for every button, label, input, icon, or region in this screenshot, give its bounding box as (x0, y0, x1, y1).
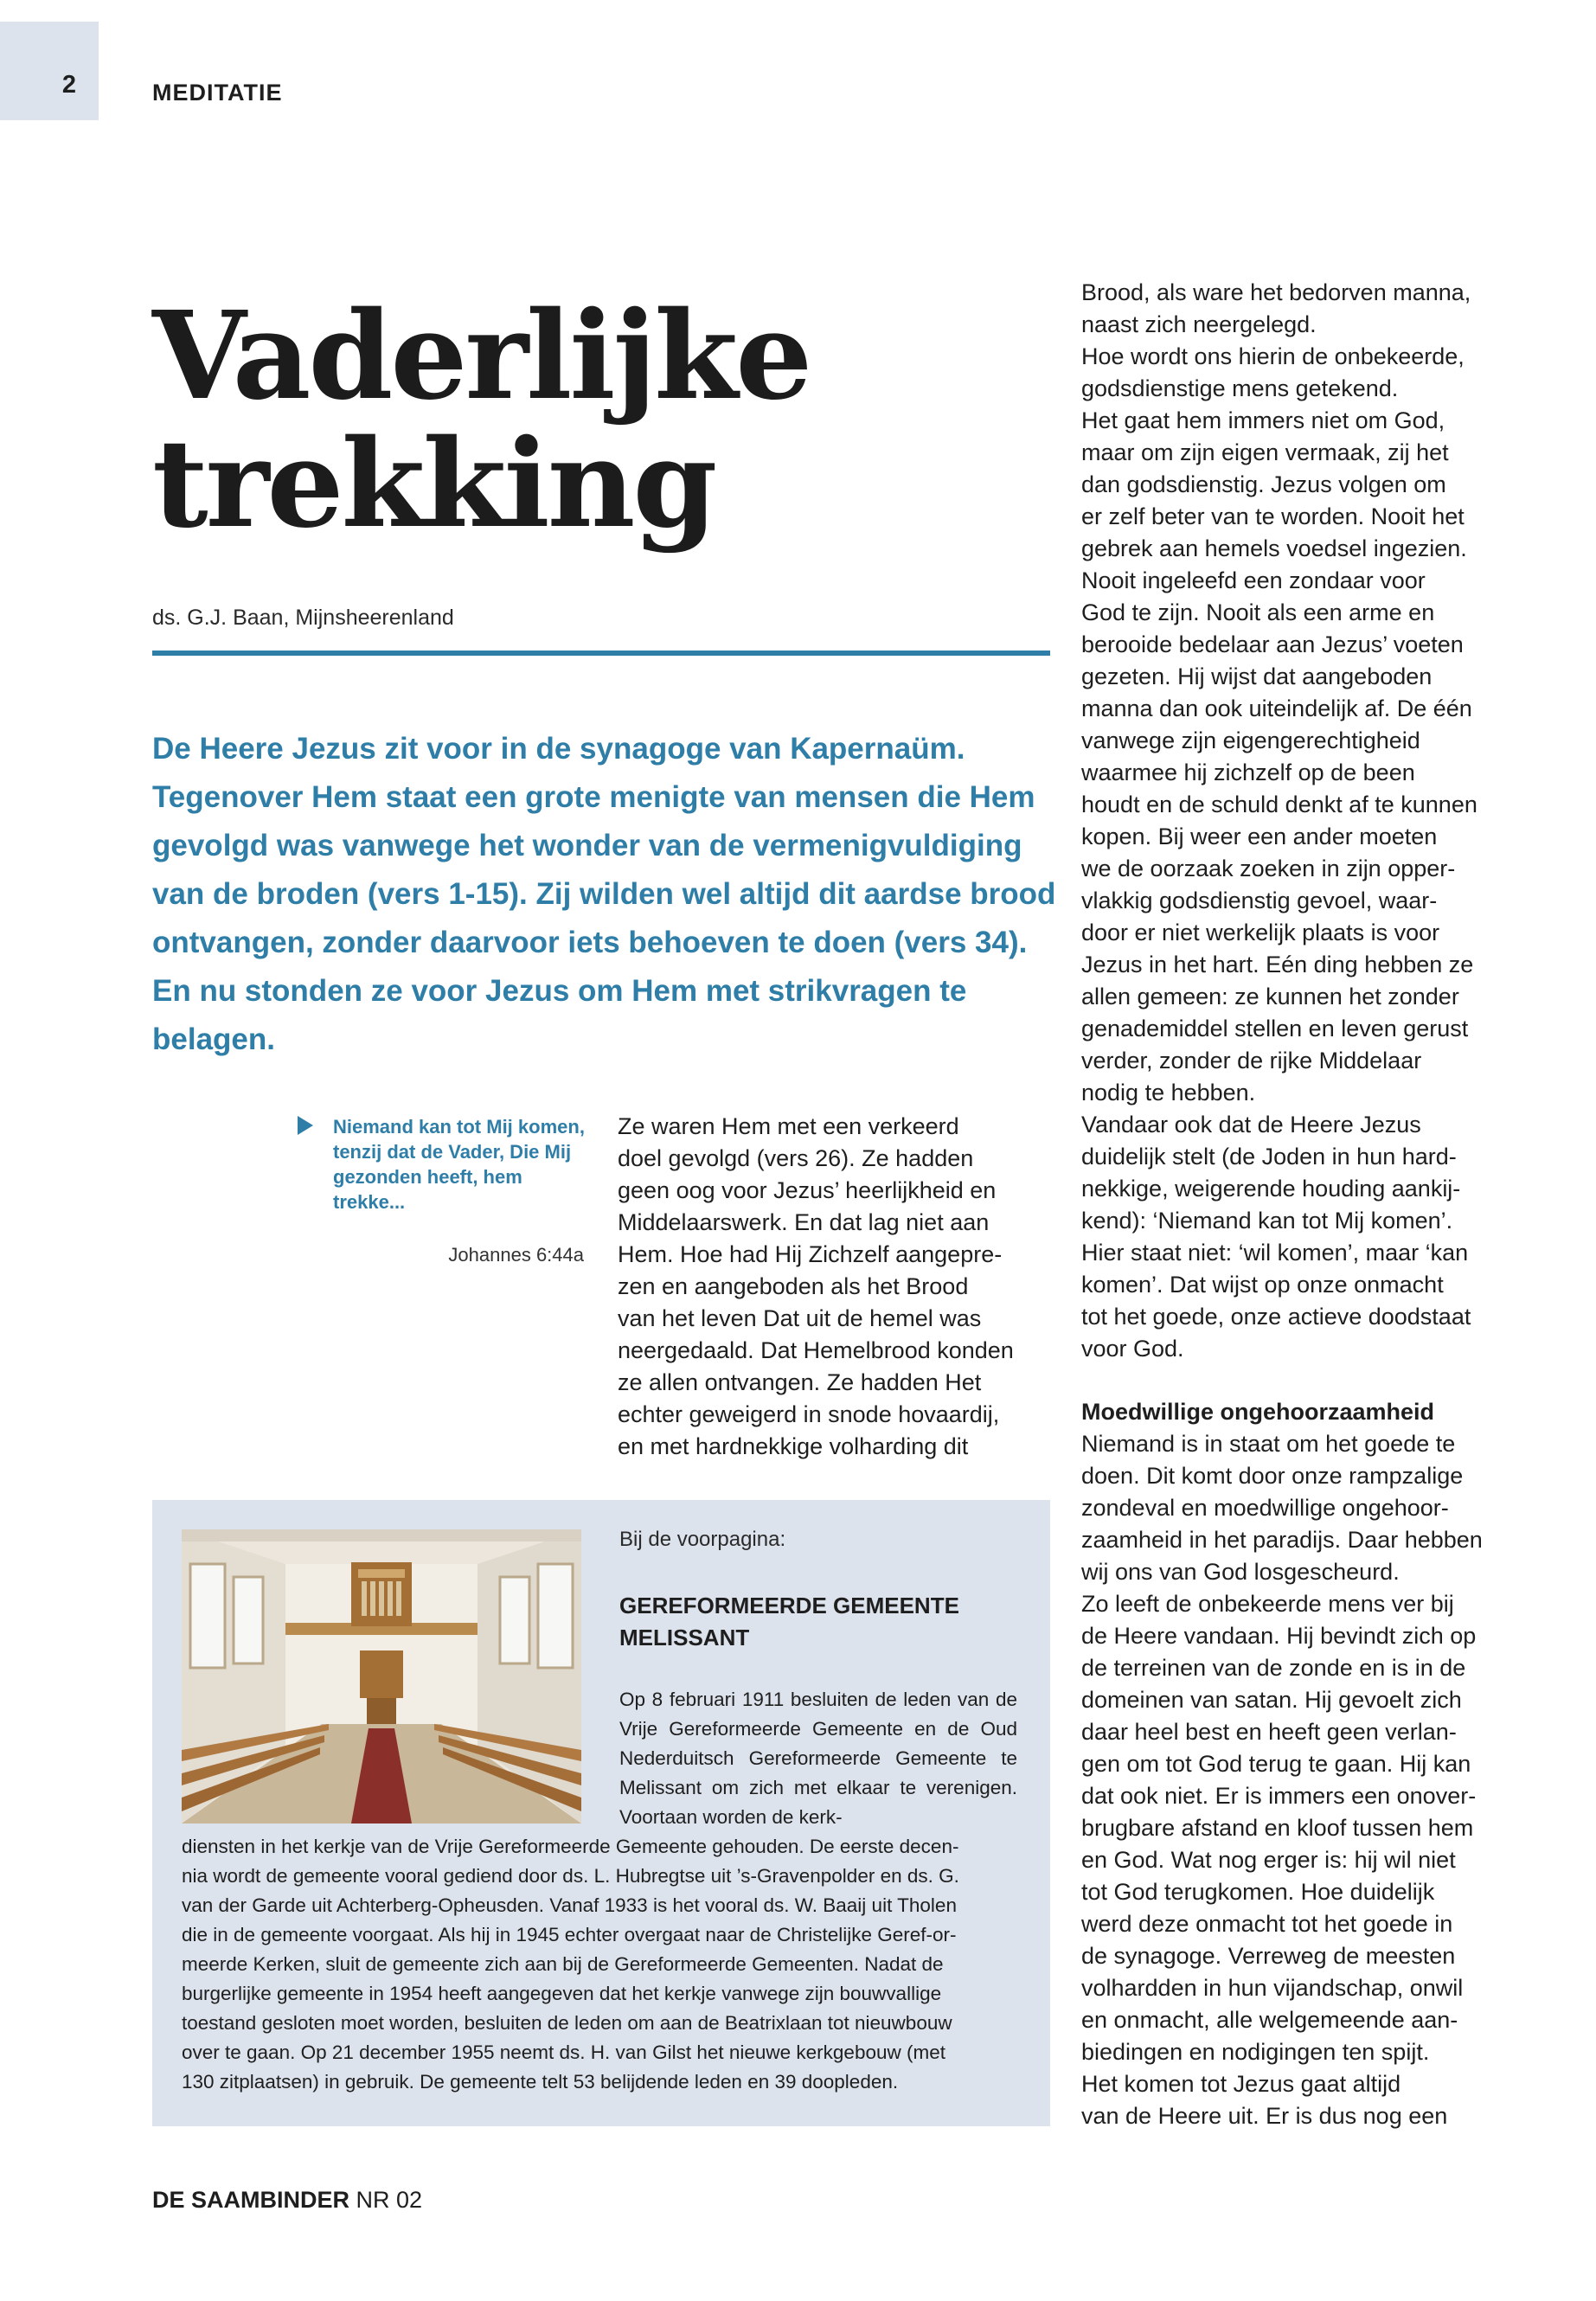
body-line: Brood, als ware het bedorven manna, (1081, 279, 1471, 305)
body-line: Het gaat hem immers niet om God, (1081, 407, 1445, 433)
sidebar-title: GEREFORMEERDE GEMEENTE MELISSANT (619, 1593, 959, 1650)
body-line: tot het goede, onze actieve doodstaat (1081, 1304, 1471, 1330)
title-line-1: Vaderlijke (152, 285, 811, 427)
body-line: duidelijk stelt (de Joden in hun hard- (1081, 1144, 1457, 1170)
body-column-right-continued (1081, 1396, 1522, 2132)
body-line: waarmee hij zichzelf op de been (1081, 760, 1415, 785)
body-line: en God. Wat nog erger is: hij wil niet (1081, 1847, 1456, 1873)
body-line: naast zich neergelegd. (1081, 311, 1317, 337)
subheading: Moedwillige ongehoorzaamheid (1081, 1399, 1435, 1425)
body-line: berooide bedelaar aan Jezus’ voeten (1081, 631, 1464, 657)
body-line: dat ook niet. Er is immers een onover- (1081, 1783, 1477, 1809)
body-line: vanwege zijn eigengerechtigheid (1081, 727, 1420, 753)
lead-paragraph: De Heere Jezus zit voor in de synagoge van Kapernaüm. Tegenover Hem staat een grote menigte van mensen die Hem gevolgd was vanwege het wonder van de vermenigvuldiging van de broden (vers 1-15). Zij wilden wel altijd dit aardse brood ontvangen, zonder daarvoor iets behoeven te doen (vers 34). En nu stonden ze voor Jezus om Hem met strikvragen te belagen. (152, 732, 1056, 1056)
body-line: Hem. Hoe had Hij Zichzelf aangepre- (618, 1241, 1003, 1267)
body-line: Hier staat niet: ‘wil komen’, maar ‘kan (1081, 1240, 1469, 1266)
body-line: brugbare afstand en kloof tussen hem (1081, 1815, 1474, 1841)
body-line: en onmacht, alle welgemeende aan- (1081, 2007, 1458, 2033)
body-line: doel gevolgd (vers 26). Ze hadden (618, 1145, 974, 1171)
body-line: volhardden in hun vijandschap, onwil (1081, 1975, 1464, 2001)
quote-reference: Johannes 6:44a (448, 1244, 584, 1266)
sidebar-line: toestand gesloten moet worden, besluiten de leden om aan de Beatrixlaan tot nieuwbouw (182, 2012, 952, 2034)
body-line: echter geweigerd in snode hovaardij, (618, 1401, 1000, 1427)
body-line: en met hardnekkige volharding dit (618, 1433, 969, 1459)
sidebar-line: 130 zitplaatsen) in gebruik. De gemeente telt 53 belijdende leden en 39 doopleden. (182, 2071, 899, 2093)
body-line: tot God terugkomen. Hoe duidelijk (1081, 1879, 1435, 1905)
footer-issue: NR 02 (356, 2187, 423, 2213)
body-line: nodig te hebben. (1081, 1080, 1256, 1106)
body-line: door er niet werkelijk plaats is voor (1081, 920, 1440, 945)
body-line: geen oog voor Jezus’ heerlijkheid en (618, 1177, 997, 1203)
body-line: werd deze onmacht tot het goede in (1081, 1911, 1453, 1937)
body-line: van de Heere uit. Er is dus nog een (1081, 2103, 1448, 2129)
body-line: zen en aangeboden als het Brood (618, 1273, 969, 1299)
body-line: maar om zijn eigen vermaak, zij het (1081, 439, 1449, 465)
pull-quote: Niemand kan tot Mij komen, tenzij dat de Vader, Die Mij gezonden heeft, hem trekke... (333, 1116, 585, 1213)
sidebar-line: over te gaan. Op 21 december 1955 neemt ds. H. van Gilst het nieuwe kerkgebouw (met (182, 2041, 945, 2063)
body-line: zaamheid in het paradijs. Daar hebben (1081, 1527, 1483, 1553)
body-line: domeinen van satan. Hij gevoelt zich (1081, 1687, 1462, 1713)
body-line: Ze waren Hem met een verkeerd (618, 1113, 959, 1139)
section-label: MEDITATIE (152, 80, 283, 106)
body-column-right (1081, 277, 1522, 1365)
body-line: we de oorzaak zoeken in zijn opper- (1081, 856, 1456, 881)
body-line: voor God. (1081, 1336, 1184, 1362)
body-line: de terreinen van de zonde en is in de (1081, 1655, 1466, 1681)
sidebar-pretitle: Bij de voorpagina: (619, 1528, 786, 1551)
body-line: Hoe wordt ons hierin de onbekeerde, (1081, 343, 1465, 369)
body-line: gen om tot God terug te gaan. Hij kan (1081, 1751, 1471, 1777)
body-line: wij ons van God losgescheurd. (1081, 1559, 1400, 1585)
body-line: biedingen en nodigingen ten spijt. (1081, 2039, 1430, 2065)
article-title (152, 285, 1061, 555)
body-line: manna dan ook uiteindelijk af. De één (1081, 695, 1472, 721)
body-line: houdt en de schuld denkt af te kunnen (1081, 792, 1477, 817)
body-line: gebrek aan hemels voedsel ingezien. (1081, 535, 1467, 561)
body-line: doen. Dit komt door onze rampzalige (1081, 1463, 1464, 1489)
body-line: godsdienstige mens getekend. (1081, 375, 1399, 401)
body-column-middle (618, 1111, 1059, 1463)
body-line: Nooit ingeleefd een zondaar voor (1081, 567, 1426, 593)
body-line: Jezus in het hart. Eén ding hebben ze (1081, 952, 1474, 977)
body-line: de Heere vandaan. Hij bevindt zich op (1081, 1623, 1477, 1649)
footer (152, 2187, 422, 2214)
sidebar-body-intro: Op 8 februari 1911 besluiten de leden van de Vrije Gereformeerde Gemeente en de Oud Nederduitsch Gereformeerde Gemeente te Melissant om zich met elkaar te verenigen. Voortaan worden de kerk- (619, 1689, 1017, 1828)
author-byline: ds. G.J. Baan, Mijnsheerenland (152, 606, 454, 630)
sidebar-line: nia wordt de gemeente vooral gediend door ds. L. Hubregtse uit ’s-Gravenpolder en ds. G. (182, 1865, 959, 1887)
body-line: Niemand is in staat om het goede te (1081, 1431, 1456, 1457)
body-line: Zo leeft de onbekeerde mens ver bij (1081, 1591, 1454, 1617)
body-line: gezeten. Hij wijst dat aangeboden (1081, 663, 1433, 689)
body-line: Het komen tot Jezus gaat altijd (1081, 2071, 1401, 2097)
sidebar-line: die in de gemeente voorgaat. Als hij in 1945 echter overgaat naar de Christelijke Geref-or- (182, 1924, 957, 1945)
body-line: dan godsdienstig. Jezus volgen om (1081, 471, 1446, 497)
title-line-2: trekking (152, 413, 715, 555)
body-line: kopen. Bij weer een ander moeten (1081, 824, 1438, 849)
sidebar-line: diensten in het kerkje van de Vrije Gereformeerde Gemeente gehouden. De eerste decen- (182, 1836, 959, 1857)
body-line: zondeval en moedwillige ongehoor- (1081, 1495, 1449, 1521)
quote-arrow-icon (298, 1116, 313, 1135)
body-line: allen gemeen: ze kunnen het zonder (1081, 984, 1459, 1009)
body-line: komen’. Dat wijst op onze onmacht (1081, 1272, 1444, 1298)
body-line: ze allen ontvangen. Ze hadden Het (618, 1369, 982, 1395)
body-line: neergedaald. Dat Hemelbrood konden (618, 1337, 1014, 1363)
body-line: verder, zonder de rijke Middelaar (1081, 1048, 1422, 1074)
body-line: genademiddel stellen en leven gerust (1081, 1016, 1469, 1042)
body-line: nekkige, weigerende houding aankij- (1081, 1176, 1461, 1202)
body-line: vlakkig godsdienstig gevoel, waar- (1081, 888, 1438, 913)
sidebar-body (182, 1832, 1021, 2097)
body-line: God te zijn. Nooit als een arme en (1081, 599, 1435, 625)
body-line: daar heel best en heeft geen verlan- (1081, 1719, 1457, 1745)
page-number: 2 (61, 71, 77, 99)
body-line: kend): ‘Niemand kan tot Mij komen’. (1081, 1208, 1453, 1234)
sidebar-line: meerde Kerken, sluit de gemeente zich aan bij de Gereformeerde Gemeenten. Nadat de (182, 1953, 944, 1975)
sidebar-line: burgerlijke gemeente in 1954 heeft aangegeven dat het kerkje vanwege zijn bouwvallige (182, 1983, 942, 2004)
body-line: van het leven Dat uit de hemel was (618, 1305, 982, 1331)
body-line: er zelf beter van te worden. Nooit het (1081, 503, 1465, 529)
body-line: Middelaarswerk. En dat lag niet aan (618, 1209, 990, 1235)
title-divider (152, 651, 1050, 656)
sidebar-line: van der Garde uit Achterberg-Opheusden. Vanaf 1933 is het vooral ds. W. Baaij uit Tholen (182, 1894, 957, 1916)
footer-brand: DE SAAMBINDER (152, 2187, 350, 2213)
church-interior-photo (182, 1529, 581, 1823)
body-line: de synagoge. Verreweg de meesten (1081, 1943, 1456, 1969)
body-line: Vandaar ook dat de Heere Jezus (1081, 1112, 1421, 1138)
